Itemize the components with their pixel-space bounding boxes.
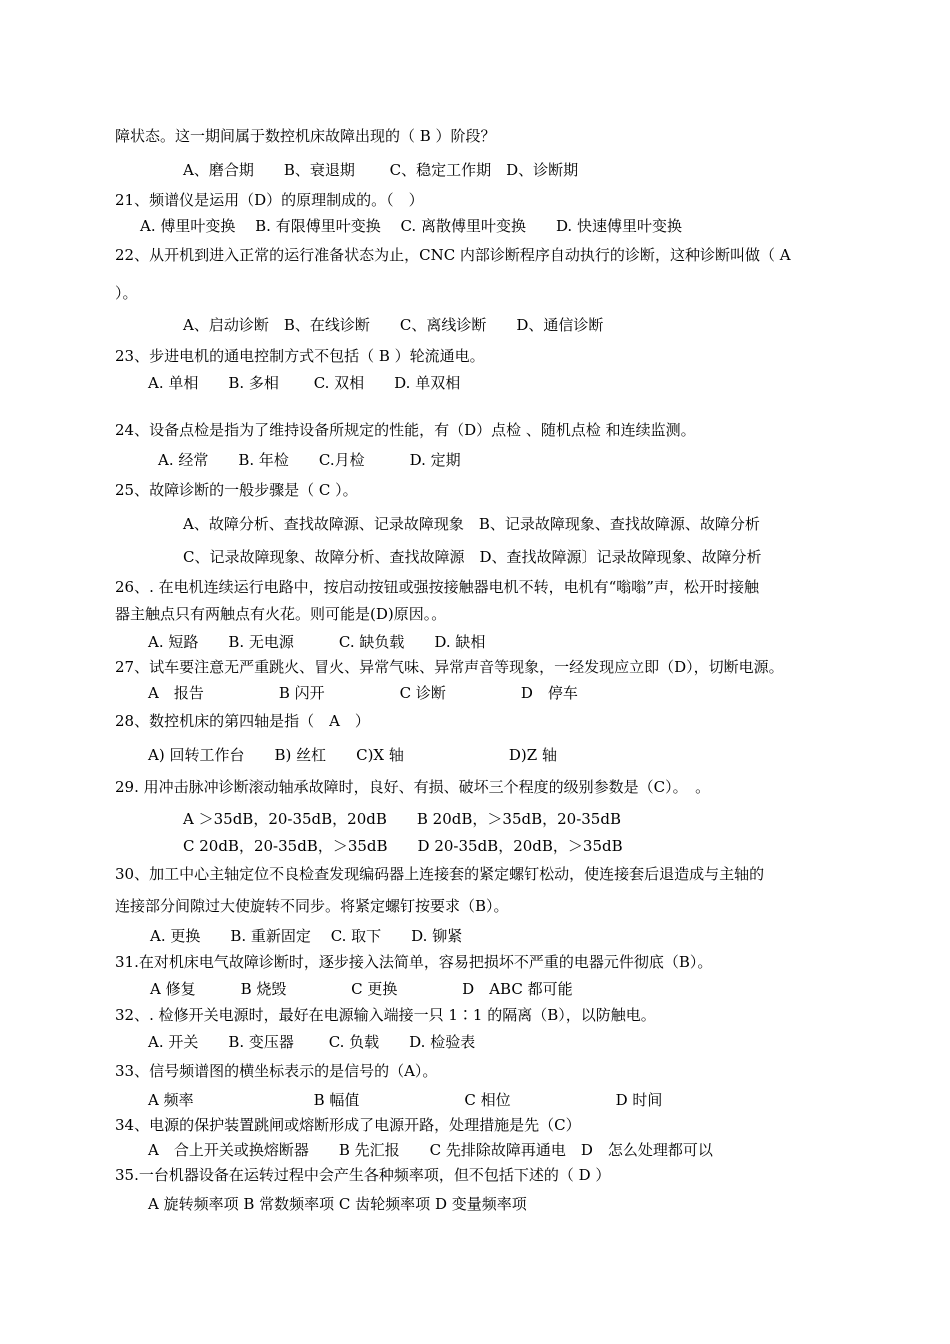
q22-options: A、启动诊断 B、在线诊断 C、离线诊断 D、通信诊断 bbox=[183, 316, 604, 334]
q25-options-ab: A、故障分析、查找故障源、记录故障现象 B、记录故障现象、查找故障源、故障分析 bbox=[183, 515, 760, 533]
q25-stem: 25、故障诊断的一般步骤是（ C ）。 bbox=[115, 481, 358, 499]
q20-options: A、磨合期 B、衰退期 C、稳定工作期 D、诊断期 bbox=[183, 161, 579, 179]
q23-options: A. 单相 B. 多相 C. 双相 D. 单双相 bbox=[148, 374, 461, 392]
q27-options: A 报告 B 闪开 C 诊断 D 停车 bbox=[148, 684, 578, 702]
q22-stem-line1: 22、从开机到进入正常的运行准备状态为止，CNC 内部诊断程序自动执行的诊断，这种诊断叫做（ A bbox=[115, 246, 791, 264]
q22-stem-line2: ）。 bbox=[115, 284, 138, 302]
q26-stem-line1: 26、. 在电机连续运行电路中，按启动按钮或强按接触器电机不转，电机有“嗡嗡”声，松开时接触 bbox=[115, 578, 759, 596]
q32-options: A. 开关 B. 变压器 C. 负载 D. 检验表 bbox=[148, 1033, 476, 1051]
q30-stem-line1: 30、加工中心主轴定位不良检查发现编码器上连接套的紧定螺钉松动，使连接套后退造成与主轴的 bbox=[115, 865, 765, 883]
q28-stem: 28、数控机床的第四轴是指（ A ） bbox=[115, 712, 370, 730]
q29-options-cd: C 20dB，20-35dB，＞35dB D 20-35dB，20dB，＞35dB bbox=[183, 837, 623, 855]
q20-stem-line: 障状态。这一期间属于数控机床故障出现的（ B ）阶段？ bbox=[115, 127, 496, 145]
q27-stem: 27、试车要注意无严重跳火、冒火、异常气味、异常声音等现象，一经发现应立即（D），切断电源。 bbox=[115, 658, 784, 676]
q24-options: A. 经常 B. 年检 C.月检 D. 定期 bbox=[158, 451, 461, 469]
q32-stem: 32、. 检修开关电源时，最好在电源输入端接一只 1∶1 的隔离（B），以防触电。 bbox=[115, 1006, 656, 1024]
q35-options: A 旋转频率项 B 常数频率项 C 齿轮频率项 D 变量频率项 bbox=[148, 1195, 527, 1213]
q23-stem: 23、步进电机的通电控制方式不包括（ B ）轮流通电。 bbox=[115, 347, 485, 365]
q26-stem-line2: 器主触点只有两触点有火花。则可能是(D)原因。。 bbox=[115, 605, 447, 623]
q29-stem: 29. 用冲击脉冲诊断滚动轴承故障时，良好、有损、破坏三个程度的级别参数是（C）。 。 bbox=[115, 778, 711, 796]
q31-options: A 修复 B 烧毁 C 更换 D ABC 都可能 bbox=[150, 980, 573, 998]
q29-options-ab: A ＞35dB，20-35dB，20dB B 20dB，＞35dB，20-35dB bbox=[183, 810, 621, 828]
q34-stem: 34、电源的保护装置跳闸或熔断形成了电源开路，处理措施是先（C） bbox=[115, 1116, 581, 1134]
q25-options-cd: C、记录故障现象、故障分析、查找故障源 D、查找故障源〕记录故障现象、故障分析 bbox=[183, 548, 762, 566]
q21-stem: 21、频谱仪是运用（D）的原理制成的。（ ） bbox=[115, 191, 424, 209]
q33-options: A 频率 B 幅值 C 相位 D 时间 bbox=[148, 1091, 663, 1109]
q30-stem-line2: 连接部分间隙过大使旋转不同步。将紧定螺钉按要求（B）。 bbox=[115, 897, 509, 915]
q34-options: A 合上开关或换熔断器 B 先汇报 C 先排除故障再通电 D 怎么处理都可以 bbox=[148, 1141, 713, 1159]
q35-stem: 35.一台机器设备在运转过程中会产生各种频率项，但不包括下述的（ D ） bbox=[115, 1166, 611, 1184]
q33-stem: 33、信号频谱图的横坐标表示的是信号的（A）。 bbox=[115, 1062, 438, 1080]
q26-options: A. 短路 B. 无电源 C. 缺负载 D. 缺相 bbox=[148, 633, 486, 651]
q24-stem: 24、设备点检是指为了维持设备所规定的性能，有（D）点检 、随机点检 和连续监测。 bbox=[115, 421, 696, 439]
q28-options: A) 回转工作台 B) 丝杠 C)X 轴 D)Z 轴 bbox=[148, 746, 557, 764]
q30-options: A. 更换 B. 重新固定 C. 取下 D. 铆紧 bbox=[150, 927, 463, 945]
q21-options: A. 傅里叶变换 B. 有限傅里叶变换 C. 离散傅里叶变换 D. 快速傅里叶变换 bbox=[140, 217, 682, 235]
q31-stem: 31.在对机床电气故障诊断时，逐步接入法简单，容易把损坏不严重的电器元件彻底（B）。 bbox=[115, 953, 713, 971]
